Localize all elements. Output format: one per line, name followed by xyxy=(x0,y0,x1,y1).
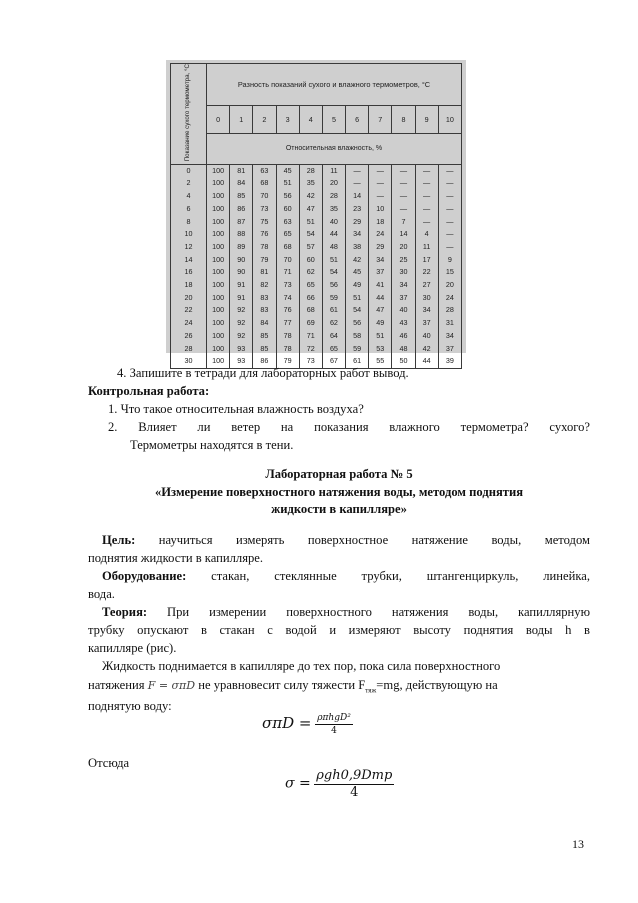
humidity-cell: 44 xyxy=(322,228,345,241)
dry-temperature-cell: 30 xyxy=(171,355,207,368)
humidity-cell: 51 xyxy=(322,254,345,267)
difference-header-cell: 8 xyxy=(392,106,415,134)
humidity-cell: 79 xyxy=(276,355,299,368)
humidity-cell: 49 xyxy=(346,279,369,292)
table-row xyxy=(171,241,462,254)
lab-title: Лабораторная работа № 5 xyxy=(265,467,413,481)
goal-label: Цель: xyxy=(102,533,136,547)
table-title: Разность показаний сухого и влажного термометров, °С xyxy=(207,64,462,106)
humidity-cell: 93 xyxy=(230,343,253,356)
humidity-cell: 100 xyxy=(207,266,230,279)
psychrometric-table-image xyxy=(166,60,466,366)
force-paragraph-line-1: Жидкость поднимается в капилляре до тех пор, пока сила поверхностного xyxy=(102,659,501,673)
hence-label: Отсюда xyxy=(88,756,130,770)
humidity-cell: 44 xyxy=(369,292,392,305)
item-4: 4. Запишите в тетради для лабораторных работ вывод. xyxy=(117,366,409,380)
humidity-cell: 100 xyxy=(207,292,230,305)
theory-label: Теория: xyxy=(102,605,148,619)
table-subtitle: Относительная влажность, % xyxy=(207,134,462,164)
humidity-cell: 59 xyxy=(346,343,369,356)
humidity-cell: 49 xyxy=(369,317,392,330)
humidity-cell: 40 xyxy=(392,304,415,317)
humidity-cell: 86 xyxy=(230,203,253,216)
humidity-cell: 85 xyxy=(230,190,253,203)
table-differences-row xyxy=(171,106,462,134)
humidity-cell: 78 xyxy=(276,330,299,343)
humidity-cell: 78 xyxy=(253,241,276,254)
humidity-cell: 76 xyxy=(276,304,299,317)
table-row xyxy=(171,279,462,292)
humidity-cell: 68 xyxy=(253,177,276,190)
humidity-cell: 25 xyxy=(392,254,415,267)
humidity-cell: 53 xyxy=(369,343,392,356)
goal-paragraph xyxy=(88,532,590,548)
humidity-cell: 84 xyxy=(230,177,253,190)
humidity-cell: — xyxy=(438,203,461,216)
table-row xyxy=(171,228,462,241)
formula-1: σπD = $\frac{\text{ρπhgD²}}{4}$ xyxy=(262,713,351,736)
humidity-cell: 47 xyxy=(369,304,392,317)
humidity-cell: 11 xyxy=(322,164,345,177)
humidity-cell: 20 xyxy=(392,241,415,254)
humidity-cell: 100 xyxy=(207,279,230,292)
humidity-cell: 18 xyxy=(369,216,392,229)
equipment-paragraph xyxy=(88,568,590,584)
humidity-cell: 41 xyxy=(369,279,392,292)
humidity-cell: 20 xyxy=(322,177,345,190)
humidity-cell: 82 xyxy=(253,279,276,292)
theory-paragraph xyxy=(88,604,590,620)
humidity-cell: 45 xyxy=(346,266,369,279)
humidity-cell: 81 xyxy=(230,164,253,177)
humidity-cell: 24 xyxy=(438,292,461,305)
humidity-cell: 91 xyxy=(230,292,253,305)
difference-header-cell: 7 xyxy=(369,106,392,134)
difference-header-cell: 3 xyxy=(276,106,299,134)
humidity-cell: — xyxy=(392,203,415,216)
humidity-cell: — xyxy=(392,190,415,203)
humidity-cell: 22 xyxy=(415,266,438,279)
humidity-cell: 24 xyxy=(369,228,392,241)
humidity-cell: 100 xyxy=(207,330,230,343)
humidity-cell: 61 xyxy=(322,304,345,317)
question-2: 2. Влияет ли ветер на показания влажного термометра? сухого? xyxy=(108,420,590,434)
dry-temperature-cell: 24 xyxy=(171,317,207,330)
humidity-cell: 4 xyxy=(415,228,438,241)
humidity-cell: 34 xyxy=(415,304,438,317)
humidity-cell: 58 xyxy=(346,330,369,343)
psychrometric-table xyxy=(170,63,462,369)
difference-header-cell: 9 xyxy=(415,106,438,134)
humidity-cell: 100 xyxy=(207,216,230,229)
table-side-header: Показание сухого термометра, °С xyxy=(171,64,207,165)
dry-temperature-cell: 12 xyxy=(171,241,207,254)
lab-subtitle-line-1: «Измерение поверхностного натяжения воды, методом поднятия xyxy=(154,485,524,499)
humidity-cell: — xyxy=(392,164,415,177)
humidity-cell: — xyxy=(415,203,438,216)
humidity-cell: 100 xyxy=(207,203,230,216)
humidity-cell: 43 xyxy=(392,317,415,330)
humidity-cell: — xyxy=(346,177,369,190)
humidity-cell: 71 xyxy=(299,330,322,343)
humidity-cell: 23 xyxy=(346,203,369,216)
humidity-cell: — xyxy=(438,177,461,190)
humidity-cell: 91 xyxy=(230,279,253,292)
humidity-cell: 34 xyxy=(369,254,392,267)
humidity-cell: 84 xyxy=(253,317,276,330)
theory-line-2: трубку опускают в стакан с водой и измеряют высоту поднятия воды h в xyxy=(88,623,590,637)
humidity-cell: 90 xyxy=(230,254,253,267)
dry-temperature-cell: 0 xyxy=(171,164,207,177)
humidity-cell: — xyxy=(369,164,392,177)
humidity-cell: 68 xyxy=(299,304,322,317)
humidity-cell: — xyxy=(438,216,461,229)
humidity-cell: 54 xyxy=(346,304,369,317)
humidity-cell: — xyxy=(438,228,461,241)
humidity-cell: 40 xyxy=(322,216,345,229)
humidity-cell: 87 xyxy=(230,216,253,229)
humidity-cell: 40 xyxy=(415,330,438,343)
theory-text: При измерении поверхностного натяжения воды, капиллярную xyxy=(167,605,590,619)
humidity-cell: 38 xyxy=(346,241,369,254)
humidity-cell: 27 xyxy=(415,279,438,292)
humidity-cell: 45 xyxy=(276,164,299,177)
dry-temperature-cell: 6 xyxy=(171,203,207,216)
humidity-cell: 34 xyxy=(346,228,369,241)
difference-header-cell: 6 xyxy=(346,106,369,134)
humidity-cell: 83 xyxy=(253,304,276,317)
humidity-cell: 57 xyxy=(299,241,322,254)
humidity-cell: 100 xyxy=(207,355,230,368)
humidity-cell: 67 xyxy=(322,355,345,368)
humidity-cell: 14 xyxy=(346,190,369,203)
humidity-cell: 35 xyxy=(299,177,322,190)
humidity-cell: — xyxy=(415,190,438,203)
difference-header-cell: 10 xyxy=(438,106,461,134)
humidity-cell: 72 xyxy=(299,343,322,356)
table-row xyxy=(171,203,462,216)
humidity-cell: 63 xyxy=(276,216,299,229)
humidity-cell: 78 xyxy=(276,343,299,356)
humidity-cell: 37 xyxy=(392,292,415,305)
humidity-cell: 42 xyxy=(346,254,369,267)
humidity-cell: 34 xyxy=(392,279,415,292)
humidity-cell: 30 xyxy=(415,292,438,305)
humidity-cell: 28 xyxy=(299,164,322,177)
humidity-cell: 75 xyxy=(253,216,276,229)
humidity-cell: 10 xyxy=(369,203,392,216)
dry-temperature-cell: 16 xyxy=(171,266,207,279)
goal-line-2: поднятия жидкости в капилляре. xyxy=(88,551,264,565)
humidity-cell: 9 xyxy=(438,254,461,267)
humidity-cell: 15 xyxy=(438,266,461,279)
table-row xyxy=(171,292,462,305)
humidity-cell: — xyxy=(415,164,438,177)
table-row xyxy=(171,304,462,317)
humidity-cell: — xyxy=(392,177,415,190)
humidity-cell: 92 xyxy=(230,304,253,317)
humidity-cell: 100 xyxy=(207,177,230,190)
humidity-cell: 17 xyxy=(415,254,438,267)
humidity-cell: 62 xyxy=(322,317,345,330)
humidity-cell: 51 xyxy=(276,177,299,190)
humidity-cell: — xyxy=(438,164,461,177)
theory-line-3: капилляре (рис). xyxy=(88,641,177,655)
humidity-cell: 51 xyxy=(369,330,392,343)
humidity-cell: 64 xyxy=(322,330,345,343)
humidity-cell: 46 xyxy=(392,330,415,343)
table-body xyxy=(171,164,462,368)
dry-temperature-cell: 4 xyxy=(171,190,207,203)
difference-header-cell: 1 xyxy=(230,106,253,134)
humidity-cell: 42 xyxy=(415,343,438,356)
table-row xyxy=(171,216,462,229)
table-row xyxy=(171,330,462,343)
force-paragraph-line-2: натяжения F = σπD не уравновесит силу тяжести $F_{тяж}=mg$, действующую на xyxy=(88,678,498,695)
humidity-cell: — xyxy=(369,177,392,190)
humidity-cell: 85 xyxy=(253,343,276,356)
dry-temperature-cell: 8 xyxy=(171,216,207,229)
humidity-cell: 30 xyxy=(392,266,415,279)
humidity-cell: 62 xyxy=(299,266,322,279)
humidity-cell: 34 xyxy=(438,330,461,343)
humidity-cell: 7 xyxy=(392,216,415,229)
difference-header-cell: 4 xyxy=(299,106,322,134)
humidity-cell: — xyxy=(415,216,438,229)
humidity-cell: 73 xyxy=(253,203,276,216)
table-row xyxy=(171,254,462,267)
humidity-cell: 65 xyxy=(322,343,345,356)
humidity-cell: 65 xyxy=(276,228,299,241)
humidity-cell: 68 xyxy=(276,241,299,254)
humidity-cell: 83 xyxy=(253,292,276,305)
dry-temperature-cell: 18 xyxy=(171,279,207,292)
humidity-cell: 37 xyxy=(438,343,461,356)
humidity-cell: 70 xyxy=(276,254,299,267)
humidity-cell: 60 xyxy=(299,254,322,267)
humidity-cell: 47 xyxy=(299,203,322,216)
humidity-cell: 56 xyxy=(276,190,299,203)
humidity-cell: 48 xyxy=(322,241,345,254)
table-row xyxy=(171,317,462,330)
humidity-cell: 73 xyxy=(276,279,299,292)
humidity-cell: 77 xyxy=(276,317,299,330)
humidity-cell: 11 xyxy=(415,241,438,254)
lab-subtitle-line-2: жидкости в капилляре» xyxy=(271,502,407,516)
humidity-cell: 81 xyxy=(253,266,276,279)
humidity-cell: 100 xyxy=(207,164,230,177)
humidity-cell: 66 xyxy=(299,292,322,305)
equipment-line-2: вода. xyxy=(88,587,115,601)
table-row xyxy=(171,266,462,279)
humidity-cell: 70 xyxy=(253,190,276,203)
difference-header-cell: 2 xyxy=(253,106,276,134)
humidity-cell: 100 xyxy=(207,254,230,267)
humidity-cell: 100 xyxy=(207,190,230,203)
humidity-cell: 37 xyxy=(415,317,438,330)
humidity-cell: 100 xyxy=(207,343,230,356)
humidity-cell: — xyxy=(346,164,369,177)
force-paragraph-line-3: поднятую воду: xyxy=(88,699,172,713)
humidity-cell: 65 xyxy=(299,279,322,292)
humidity-cell: 61 xyxy=(346,355,369,368)
humidity-cell: 71 xyxy=(276,266,299,279)
humidity-cell: 74 xyxy=(276,292,299,305)
equipment-label: Оборудование: xyxy=(102,569,187,583)
humidity-cell: 93 xyxy=(230,355,253,368)
humidity-cell: 55 xyxy=(369,355,392,368)
humidity-cell: 29 xyxy=(346,216,369,229)
equipment-text: стакан, стеклянные трубки, штангенциркуль, линейка, xyxy=(211,569,590,583)
humidity-cell: — xyxy=(438,241,461,254)
humidity-cell: 29 xyxy=(369,241,392,254)
page-number: 13 xyxy=(572,837,584,851)
humidity-cell: 31 xyxy=(438,317,461,330)
table-row xyxy=(171,190,462,203)
humidity-cell: 35 xyxy=(322,203,345,216)
control-heading: Контрольная работа: xyxy=(88,384,210,398)
humidity-cell: 39 xyxy=(438,355,461,368)
humidity-cell: — xyxy=(369,190,392,203)
question-2-continuation: Термометры находятся в тени. xyxy=(130,438,294,452)
humidity-cell: 92 xyxy=(230,317,253,330)
dry-temperature-cell: 10 xyxy=(171,228,207,241)
humidity-cell: 100 xyxy=(207,317,230,330)
humidity-cell: 48 xyxy=(392,343,415,356)
humidity-cell: 100 xyxy=(207,241,230,254)
humidity-cell: 54 xyxy=(322,266,345,279)
humidity-cell: 79 xyxy=(253,254,276,267)
difference-header-cell: 0 xyxy=(207,106,230,134)
dry-temperature-cell: 2 xyxy=(171,177,207,190)
dry-temperature-cell: 28 xyxy=(171,343,207,356)
humidity-cell: 76 xyxy=(253,228,276,241)
humidity-cell: 85 xyxy=(253,330,276,343)
humidity-cell: 73 xyxy=(299,355,322,368)
humidity-cell: 20 xyxy=(438,279,461,292)
humidity-cell: 89 xyxy=(230,241,253,254)
table-row xyxy=(171,164,462,177)
humidity-cell: 54 xyxy=(299,228,322,241)
humidity-cell: 59 xyxy=(322,292,345,305)
humidity-cell: 28 xyxy=(322,190,345,203)
table-row xyxy=(171,177,462,190)
humidity-cell: 69 xyxy=(299,317,322,330)
humidity-cell: 37 xyxy=(369,266,392,279)
humidity-cell: 14 xyxy=(392,228,415,241)
humidity-cell: 56 xyxy=(322,279,345,292)
humidity-cell: 51 xyxy=(346,292,369,305)
humidity-cell: 28 xyxy=(438,304,461,317)
humidity-cell: 100 xyxy=(207,228,230,241)
humidity-cell: 44 xyxy=(415,355,438,368)
humidity-cell: 90 xyxy=(230,266,253,279)
table-row xyxy=(171,343,462,356)
humidity-cell: 63 xyxy=(253,164,276,177)
humidity-cell: 86 xyxy=(253,355,276,368)
humidity-cell: 92 xyxy=(230,330,253,343)
humidity-cell: 100 xyxy=(207,304,230,317)
difference-header-cell: 5 xyxy=(322,106,345,134)
humidity-cell: 50 xyxy=(392,355,415,368)
humidity-cell: 42 xyxy=(299,190,322,203)
humidity-cell: 56 xyxy=(346,317,369,330)
humidity-cell: 51 xyxy=(299,216,322,229)
dry-temperature-cell: 14 xyxy=(171,254,207,267)
humidity-cell: — xyxy=(438,190,461,203)
dry-temperature-cell: 22 xyxy=(171,304,207,317)
humidity-cell: 60 xyxy=(276,203,299,216)
surface-tension-force-formula: F = σπD xyxy=(147,679,196,692)
formula-2: σ = $\frac{\text{ρgh0,9Dтр}}{4}$ xyxy=(285,768,393,800)
humidity-cell: 88 xyxy=(230,228,253,241)
goal-text: научиться измерять поверхностное натяжение воды, методом xyxy=(158,533,590,547)
dry-temperature-cell: 26 xyxy=(171,330,207,343)
humidity-cell: — xyxy=(415,177,438,190)
question-1: 1. Что такое относительная влажность воздуха? xyxy=(108,402,364,416)
dry-temperature-cell: 20 xyxy=(171,292,207,305)
